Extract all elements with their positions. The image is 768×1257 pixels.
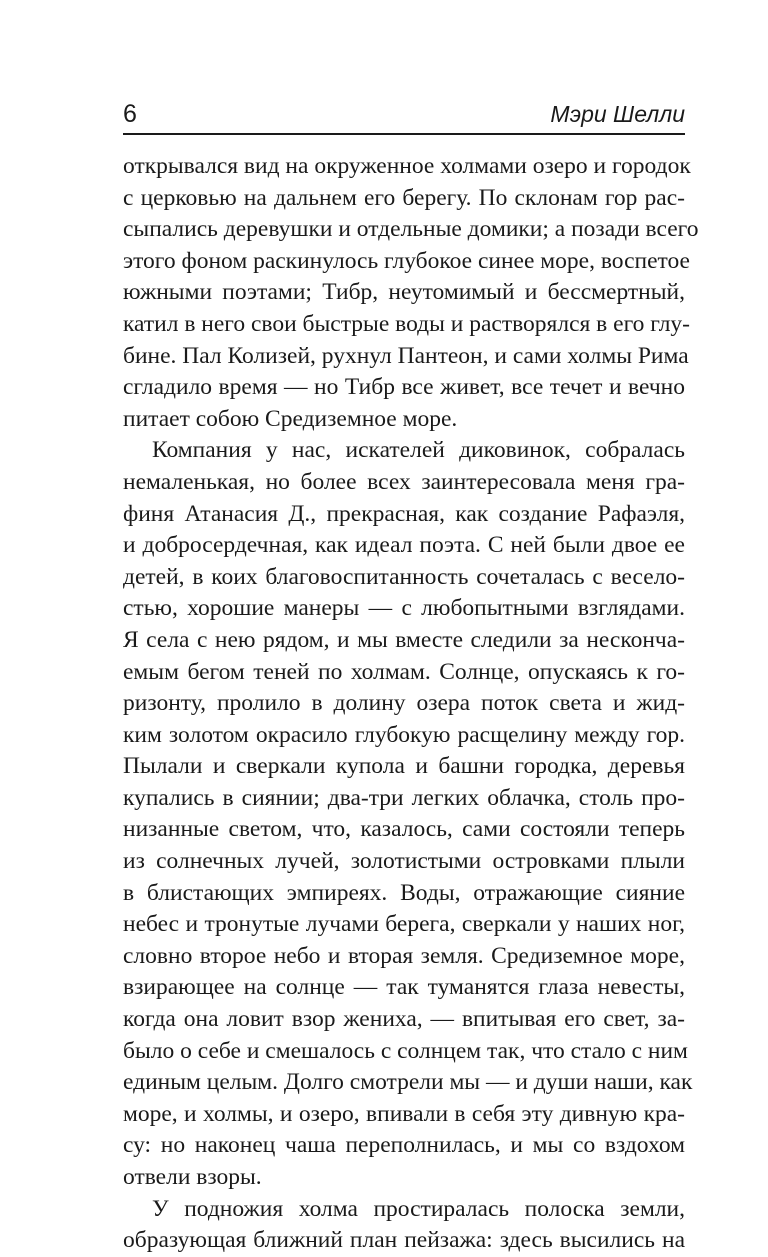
text-line: немаленькая, но более всех заинтересовала меня гра- (123, 468, 685, 495)
text-line: бине. Пал Колизей, рухнул Пантеон, и сами холмы Рима (123, 342, 689, 369)
text-line: было о себе и смешалось с солнцем так, что стало с ним (123, 1037, 688, 1064)
text-line: из солнечных лучей, золотистыми островками плыли (123, 848, 685, 875)
text-line: когда она ловит взор жениха, — впитывая его свет, за- (123, 1006, 685, 1033)
text-line: открывался вид на окруженное холмами озеро и городок (123, 153, 691, 179)
text-line: море, и холмы, и озеро, впивали в себя эту дивную кра- (123, 1100, 685, 1127)
text-line: этого фоном раскинулось глубокое синее море, воспетое (123, 247, 690, 274)
text-line: южными поэтами; Тибр, неутомимый и бессмертный, (123, 279, 685, 306)
text-line: сгладило время — но Тибр все живет, все течет и вечно (123, 374, 685, 401)
text-line: взирающее на солнце — так туманятся глаза невесты, (123, 974, 685, 1001)
text-line: Я села с нею рядом, и мы вместе следили за несконча- (123, 626, 685, 653)
text-line: У подножия холма простиралась полоска земли, (152, 1195, 685, 1222)
text-line: низанные светом, что, казалось, сами состояли теперь (123, 816, 685, 843)
header-rule (123, 133, 685, 135)
text-line: ким золотом окрасило глубокую расщелину между гор. (123, 721, 685, 748)
text-line: сыпались деревушки и отдельные домики; а позади всего (123, 216, 699, 243)
text-line: в блистающих эмпиреях. Воды, отражающие сияние (123, 879, 685, 906)
text-line: единым целым. Долго смотрели мы — и души наши, как (123, 1069, 693, 1096)
page-header (123, 98, 685, 132)
body-text (123, 151, 699, 1257)
text-line: емым бегом теней по холмам. Солнце, опускаясь к го- (123, 658, 685, 685)
text-line: купались в сиянии; два-три легких облачка, столь про- (123, 784, 685, 811)
text-line: и добросердечная, как идеал поэта. С ней были двое ее (123, 532, 685, 559)
text-line: питает собою Средиземное море. (123, 405, 458, 432)
text-line: катил в него свои быстрые воды и растворялся в его глу- (123, 310, 691, 337)
text-line: ризонту, пролило в долину озера поток света и жид- (123, 690, 685, 717)
text-line: с церковью на дальнем его берегу. По склонам гор рас- (123, 184, 685, 211)
text-line: отвели взоры. (123, 1164, 262, 1190)
text-line: образующая ближний план пейзажа: здесь высились на (123, 1227, 685, 1254)
text-line: стью, хорошие манеры — с любопытными взглядами. (123, 595, 685, 622)
running-head-author: Мэри Шелли (550, 101, 685, 127)
text-line: Пылали и сверкали купола и башни городка, деревья (123, 753, 685, 780)
text-line: словно второе небо и вторая земля. Средиземное море, (123, 942, 685, 969)
text-line: финя Атанасия Д., прекрасная, как создание Рафаэля, (123, 500, 685, 527)
text-line: су: но наконец чаша переполнилась, и мы со вздохом (123, 1132, 685, 1159)
text-line: детей, в коих благовоспитанность сочеталась с весело- (123, 563, 685, 590)
text-line: небес и тронутые лучами берега, сверкали у наших ног, (123, 911, 685, 938)
page-number: 6 (123, 100, 137, 128)
text-line: Компания у нас, искателей диковинок, собралась (152, 437, 685, 464)
